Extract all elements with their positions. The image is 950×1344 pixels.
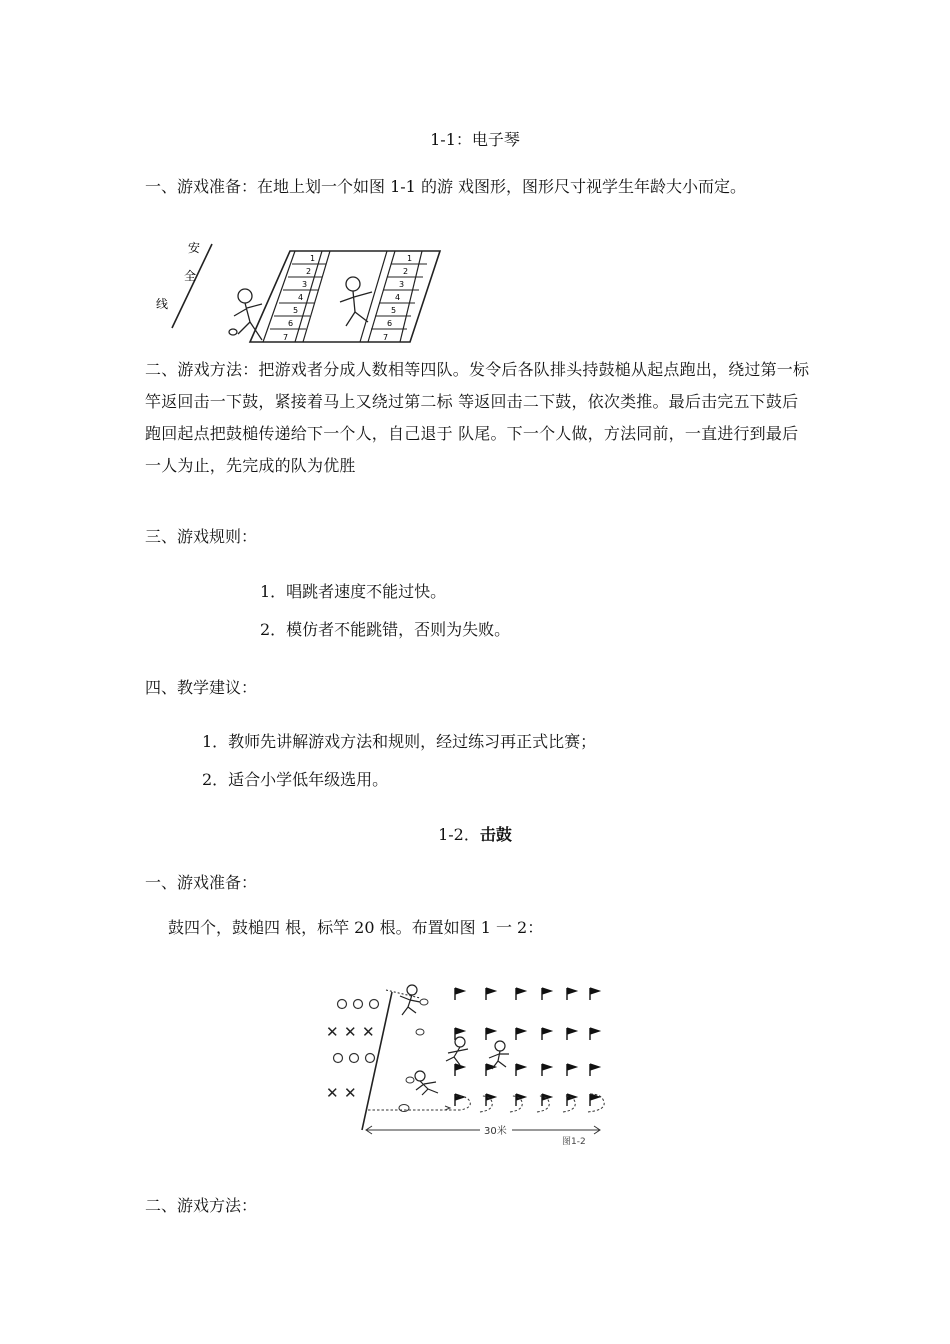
advice-heading: 四、教学建议： [145, 678, 258, 697]
label-char-2: 全 [184, 269, 197, 283]
svg-text:✕: ✕ [326, 1084, 339, 1102]
svg-text:✕: ✕ [344, 1084, 357, 1102]
figure-1-2 [320, 980, 620, 1148]
distance-arrow [366, 1126, 600, 1134]
advice-item-2: 2．适合小学低年级选用。 [202, 770, 389, 789]
svg-text:1: 1 [310, 254, 316, 263]
svg-text:6: 6 [288, 319, 294, 328]
figure-caption: 图1-2 [562, 1137, 586, 1147]
runner-icon [229, 289, 262, 340]
rules-heading: 三、游戏规则： [145, 527, 258, 546]
section-title-1-1: 1-1：电子琴 [430, 130, 520, 149]
rule-item-1: 1．唱跳者速度不能过快。 [260, 582, 447, 601]
svg-text:7: 7 [383, 333, 389, 342]
advice-item-1: 1．教师先讲解游戏方法和规则，经过练习再正式比赛； [202, 732, 597, 751]
svg-text:3: 3 [399, 280, 405, 289]
drum-icons [399, 999, 428, 1112]
distance-label: 30米 [484, 1126, 507, 1137]
safety-line [172, 244, 212, 328]
section-title-1-2 [0, 825, 950, 845]
section2-prep-heading: 一、游戏准备： [145, 873, 258, 892]
team-crosses [326, 1023, 375, 1102]
svg-text:6: 6 [387, 319, 393, 328]
rule-item-2: 2．模仿者不能跳错，否则为失败。 [260, 620, 511, 639]
section-title-prefix: 1-2． [438, 825, 480, 844]
svg-text:✕: ✕ [344, 1023, 357, 1041]
svg-text:7: 7 [283, 333, 289, 342]
svg-text:4: 4 [395, 293, 401, 302]
svg-text:3: 3 [302, 280, 308, 289]
label-char-3: 线 [156, 297, 169, 311]
svg-text:4: 4 [298, 293, 304, 302]
svg-text:✕: ✕ [326, 1023, 339, 1041]
label-char-1: 安 [188, 241, 201, 255]
figure-1-1 [150, 236, 450, 348]
section2-method-heading: 二、游戏方法： [145, 1196, 258, 1215]
svg-text:1: 1 [407, 254, 413, 263]
svg-text:✕: ✕ [362, 1023, 375, 1041]
section1-prep: 一、游戏准备：在地上划一个如图 1-1 的游 戏图形，图形尺寸视学生年龄大小而定。 [145, 177, 747, 196]
section1-method: 二、游戏方法：把游戏者分成人数相等四队。发令后各队排头持鼓槌从起点跑出，绕过第一标竿返回击一下鼓，紧接着马上又绕过第二标 等返回击二下鼓，依次类推。最后击完五下鼓后跑回起点把鼓槌传递给下一个人，自己退于 队尾。下一个人做，方法同前，一直进行到最后一人为止，先完成的队为优胜 [145, 360, 810, 475]
svg-text:5: 5 [391, 306, 397, 315]
svg-text:2: 2 [306, 267, 312, 276]
section-title-main: 击鼓 [479, 825, 512, 844]
svg-text:2: 2 [403, 267, 409, 276]
flag-poles [455, 988, 599, 1106]
section2-prep-text: 鼓四个，鼓槌四 根，标竿 20 根。布置如图 1 一 2： [168, 918, 544, 937]
svg-text:5: 5 [293, 306, 299, 315]
